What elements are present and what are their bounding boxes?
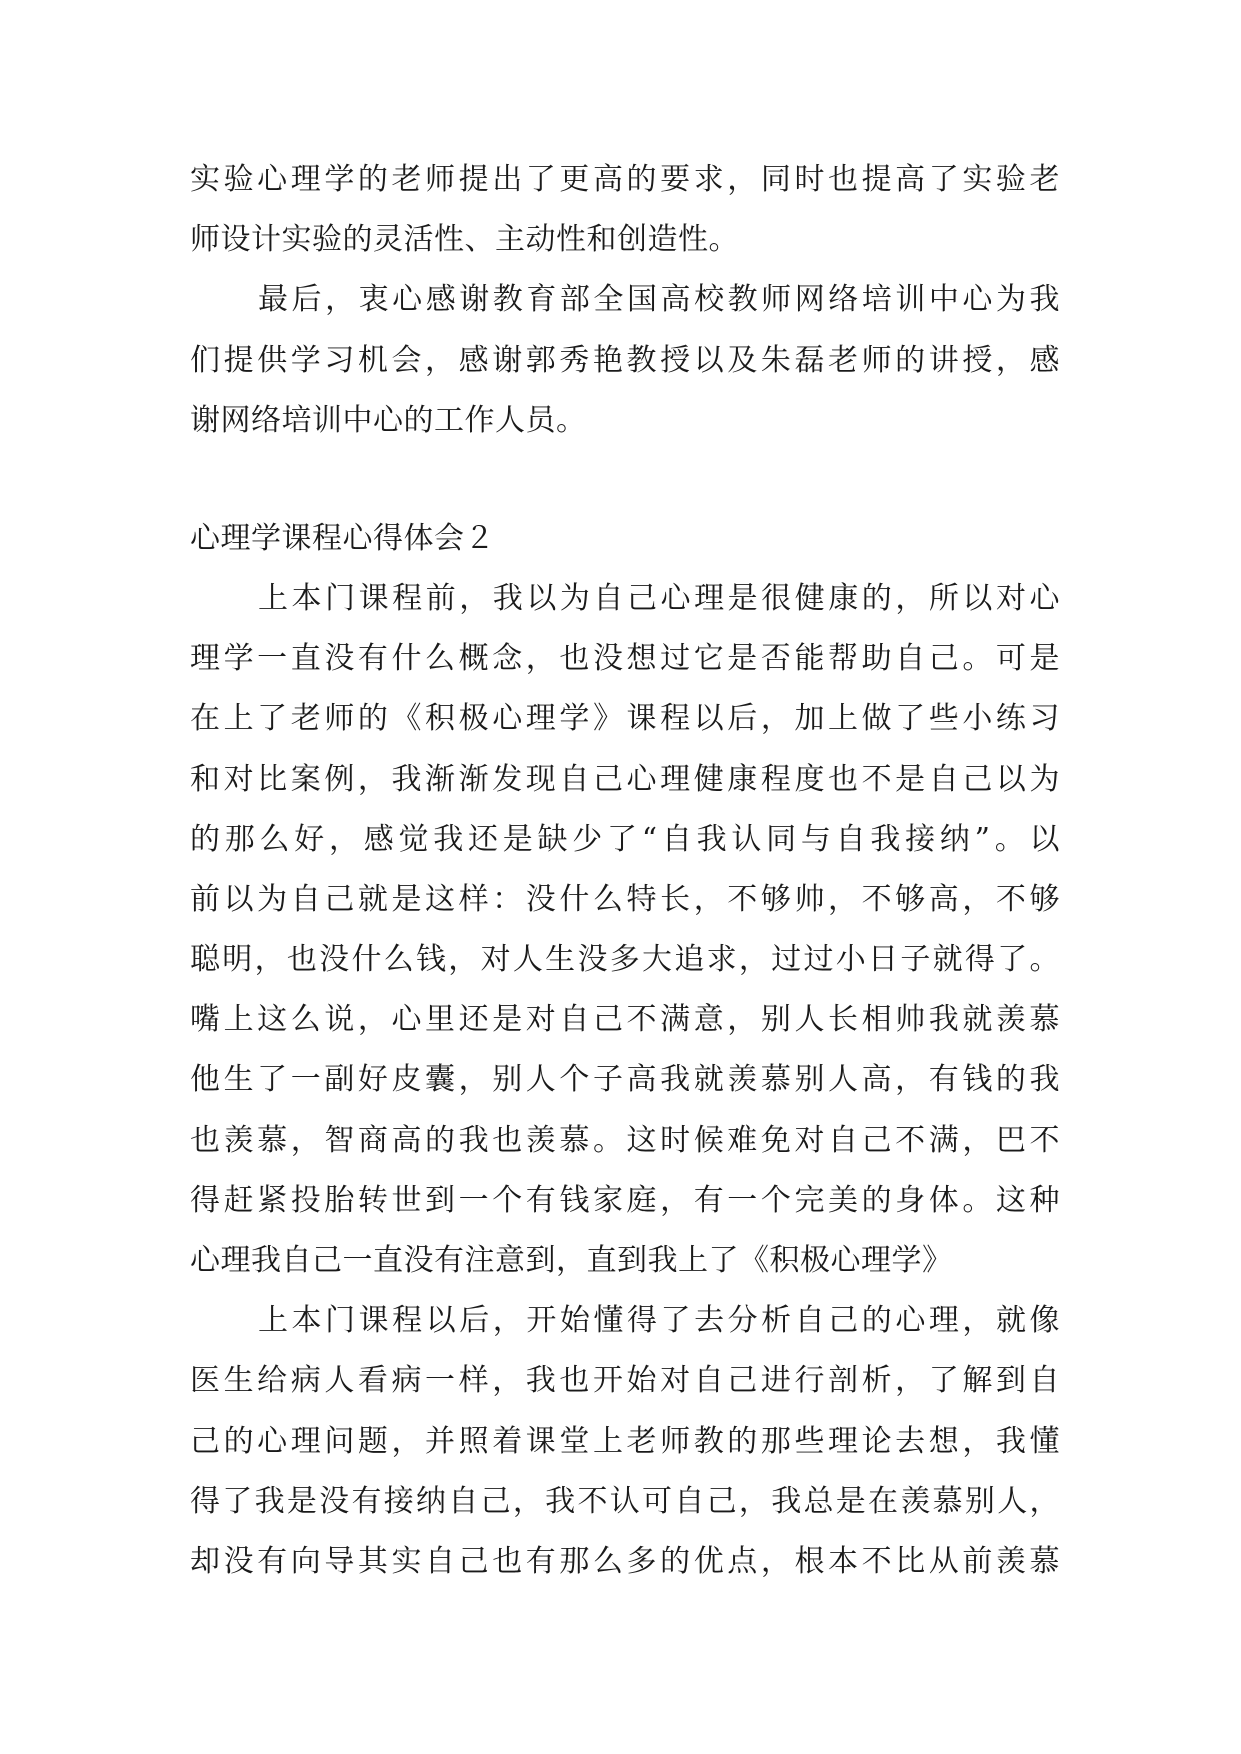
text-line: 最后，衷心感谢教育部全国高校教师网络培训中心为我	[258, 282, 1060, 318]
paragraph-after-course	[190, 1291, 1060, 1592]
text-line: 聪明，也没什么钱，对人生没多大追求，过过小日子就得了。	[190, 942, 1060, 978]
text-line: 得赶紧投胎转世到一个有钱家庭，有一个完美的身体。这种	[190, 1182, 1060, 1218]
text-line: 却没有向导其实自己也有那么多的优点，根本不比从前羡慕	[190, 1543, 1060, 1579]
text-line: 和对比案例，我渐渐发现自己心理健康程度也不是自己以为	[190, 761, 1060, 797]
text-line: 的那么好，感觉我还是缺少了“自我认同与自我接纳”。以	[190, 821, 1060, 857]
section-heading: 心理学课程心得体会２	[190, 520, 495, 556]
paragraph-continuation	[190, 150, 1060, 270]
text-line: 嘴上这么说，心里还是对自己不满意，别人长相帅我就羡慕	[190, 1002, 1060, 1038]
paragraph-before-course	[190, 569, 1060, 1291]
text-line: 心理我自己一直没有注意到，直到我上了《积极心理学》	[190, 1243, 953, 1278]
text-line: 师设计实验的灵活性、主动性和创造性。	[190, 222, 739, 258]
document-page	[190, 150, 1060, 1592]
text-line: 在上了老师的《积极心理学》课程以后，加上做了些小练习	[190, 701, 1060, 737]
text-line: 也羡慕，智商高的我也羡慕。这时候难免对自己不满，巴不	[190, 1122, 1060, 1158]
text-line: 前以为自己就是这样：没什么特长，不够帅，不够高，不够	[190, 881, 1060, 917]
text-line: 上本门课程前，我以为自己心理是很健康的，所以对心	[258, 580, 1060, 616]
text-line: 们提供学习机会，感谢郭秀艳教授以及朱磊老师的讲授，感	[190, 342, 1060, 378]
text-line: 己的心理问题，并照着课堂上老师教的那些理论去想，我懂	[190, 1423, 1060, 1459]
text-line: 得了我是没有接纳自己，我不认可自己，我总是在羡慕别人，	[190, 1483, 1060, 1519]
text-line: 实验心理学的老师提出了更高的要求，同时也提高了实验老	[190, 162, 1060, 197]
text-line: 他生了一副好皮囊，别人个子高我就羡慕别人高，有钱的我	[190, 1062, 1060, 1098]
text-line: 理学一直没有什么概念，也没想过它是否能帮助自己。可是	[190, 641, 1060, 677]
text-line: 谢网络培训中心的工作人员。	[190, 402, 587, 438]
text-line: 医生给病人看病一样，我也开始对自己进行剖析，了解到自	[190, 1363, 1060, 1399]
paragraph-acknowledgement	[190, 270, 1060, 451]
text-line: 上本门课程以后，开始懂得了去分析自己的心理，就像	[258, 1303, 1060, 1339]
